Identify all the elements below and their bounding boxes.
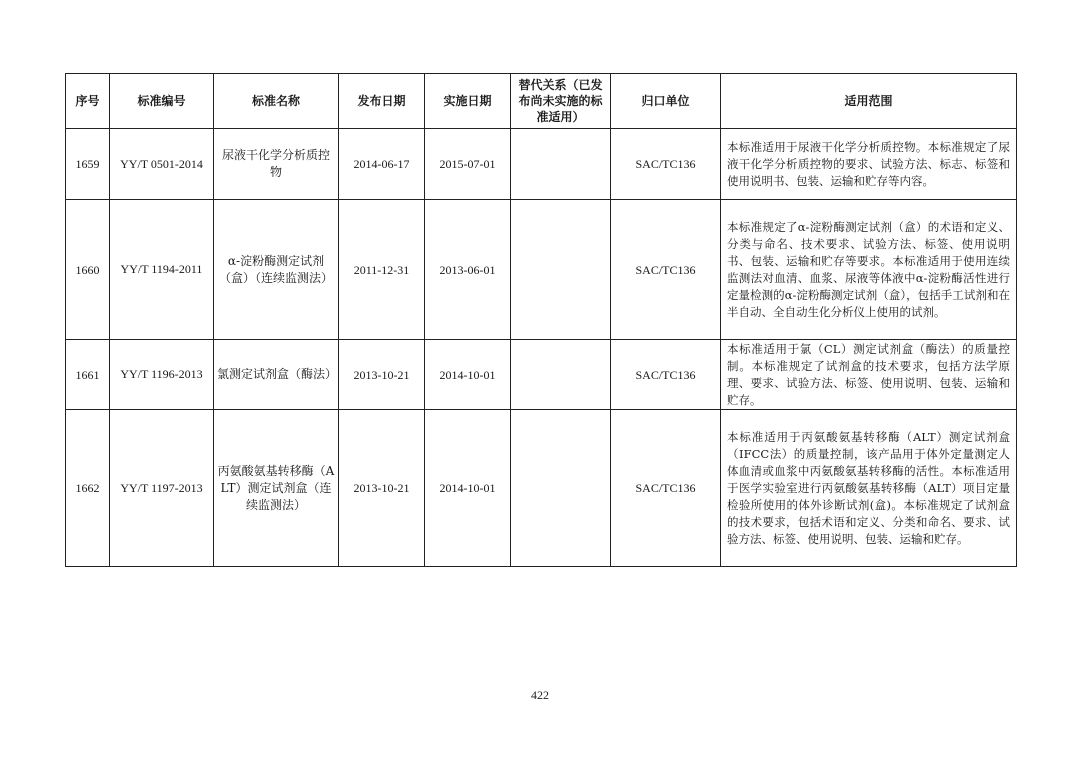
standard-name: 氯测定试剂盒（酶法） [217, 367, 338, 381]
cell-publish-date: 2014-06-17 [339, 129, 425, 200]
cell-scope: 本标准适用于尿液干化学分析质控物。本标准规定了尿液干化学分析质控物的要求、试验方法、标志、标签和使用说明书、包装、运输和贮存等内容。 [721, 129, 1017, 200]
table-row [66, 129, 1017, 200]
cell-scope: 本标准适用于氯（CL）测定试剂盒（酶法）的质量控制。本标准规定了试剂盒的技术要求，包括方法学原理、要求、试验方法、标签、使用说明、包装、运输和贮存。 [721, 340, 1017, 410]
cell-scope: 本标准规定了α-淀粉酶测定试剂（盒）的术语和定义、分类与命名、技术要求、试验方法、标签、使用说明书、包装、运输和贮存等要求。本标准适用于使用连续监测法对血清、血浆、尿液等体液中α-淀粉酶活性进行定量检测的α-淀粉酶测定试剂（盒），包括手工试剂和在半自动、全自动生化分析仪上使用的试剂。 [721, 200, 1017, 340]
cell-unit: SAC/TC136 [611, 340, 721, 410]
cell-implement-date: 2014-10-01 [425, 340, 511, 410]
header-seq: 序号 [66, 74, 110, 129]
cell-seq: 1661 [66, 340, 110, 410]
cell-replace [511, 340, 611, 410]
table-row [66, 410, 1017, 567]
header-name: 标准名称 [214, 74, 339, 129]
cell-replace [511, 200, 611, 340]
cell-seq: 1660 [66, 200, 110, 340]
standards-table [65, 73, 1017, 567]
standard-name: 丙氨酸氨基转移酶（ALT）测定试剂盒（连续监测法） [217, 463, 335, 512]
cell-code [110, 410, 214, 567]
header-replace: 替代关系（已发布尚未实施的标准适用） [511, 74, 611, 129]
cell-implement-date: 2015-07-01 [425, 129, 511, 200]
header-publish-date: 发布日期 [339, 74, 425, 129]
cell-implement-date: 2013-06-01 [425, 200, 511, 340]
cell-publish-date: 2013-10-21 [339, 340, 425, 410]
cell-name [214, 340, 339, 410]
header-code: 标准编号 [110, 74, 214, 129]
header-implement-date: 实施日期 [425, 74, 511, 129]
cell-name [214, 200, 339, 340]
standard-code: YY/T 0501-2014 [120, 156, 203, 171]
header-scope: 适用范围 [721, 74, 1017, 129]
cell-publish-date: 2011-12-31 [339, 200, 425, 340]
standard-name: 尿液干化学分析质控物 [221, 148, 330, 179]
standard-code: YY/T 1194-2011 [120, 262, 203, 276]
cell-code [110, 200, 214, 340]
table-header-row [66, 74, 1017, 129]
table-row [66, 200, 1017, 340]
cell-replace [511, 410, 611, 567]
cell-seq: 1662 [66, 410, 110, 567]
standard-code: YY/T 1196-2013 [120, 367, 203, 381]
cell-seq: 1659 [66, 129, 110, 200]
header-unit: 归口单位 [611, 74, 721, 129]
cell-name [214, 129, 339, 200]
cell-unit: SAC/TC136 [611, 129, 721, 200]
cell-unit: SAC/TC136 [611, 410, 721, 567]
cell-scope: 本标准适用于丙氨酸氨基转移酶（ALT）测定试剂盒（IFCC法）的质量控制，该产品用于体外定量测定人体血清或血浆中丙氨酸氨基转移酶的活性。本标准适用于医学实验室进行丙氨酸氨基转移酶（ALT）项目定量检验所使用的体外诊断试剂(盒)。本标准规定了试剂盒的技术要求，包括术语和定义、分类和命名、要求、试验方法、标签、使用说明、包装、运输和贮存。 [721, 410, 1017, 567]
cell-code [110, 340, 214, 410]
standard-code: YY/T 1197-2013 [120, 480, 203, 495]
cell-unit: SAC/TC136 [611, 200, 721, 340]
cell-replace [511, 129, 611, 200]
cell-name [214, 410, 339, 567]
cell-implement-date: 2014-10-01 [425, 410, 511, 567]
page-number: 422 [531, 688, 549, 702]
table-row [66, 340, 1017, 410]
cell-publish-date: 2013-10-21 [339, 410, 425, 567]
standard-name: α-淀粉酶测定试剂（盒）（连续监测法） [218, 253, 333, 285]
cell-code [110, 129, 214, 200]
